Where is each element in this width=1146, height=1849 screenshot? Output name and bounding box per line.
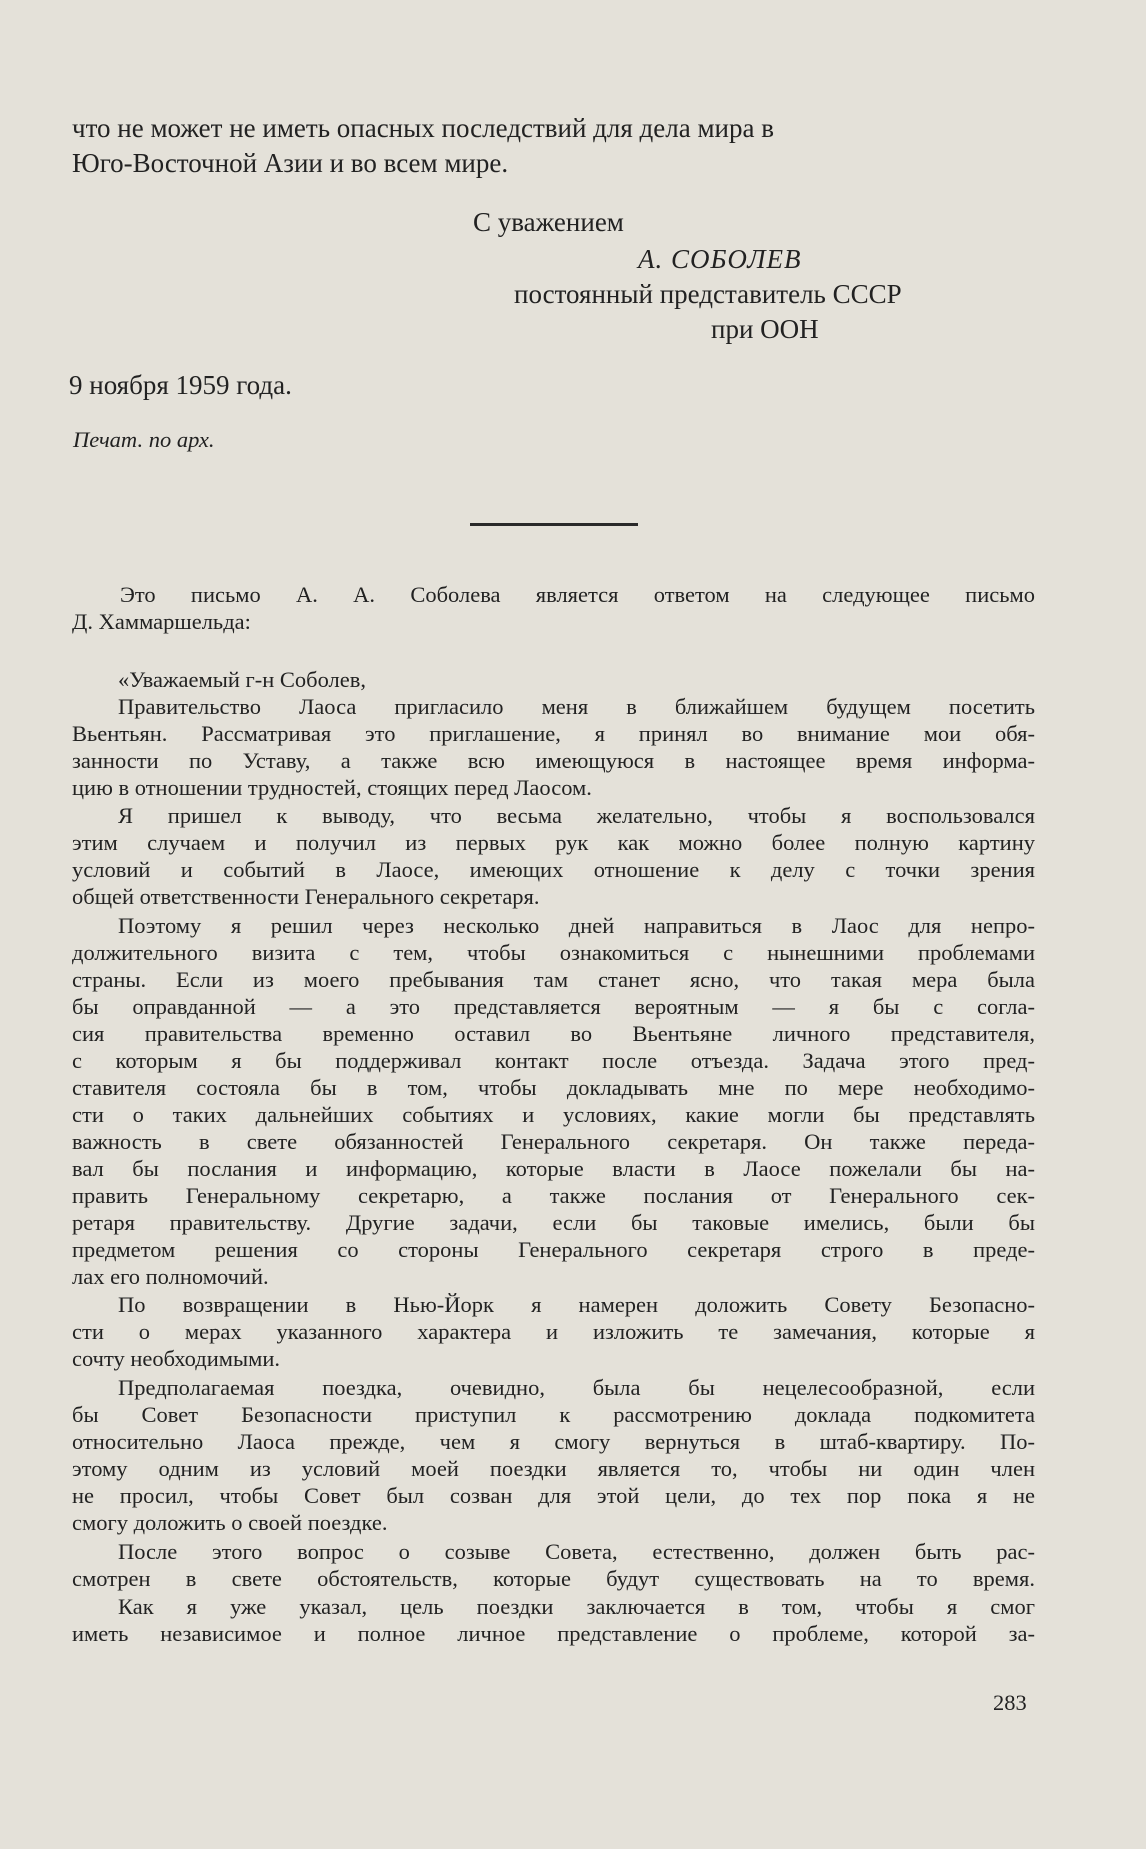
letter-line: страны. Если из моего пребывания там станет ясно, что такая мера была	[72, 967, 1035, 992]
letter-line: бы оправданной — а это представляется вероятным — я бы с согла-	[72, 994, 1035, 1019]
letter-line: цию в отношении трудностей, стоящих перед Лаосом.	[72, 775, 592, 800]
letter-line: не просил, чтобы Совет был созван для этой цели, до тех пор пока я не	[72, 1483, 1035, 1508]
letter-line: ретаря правительству. Другие задачи, если бы таковые имелись, были бы	[72, 1210, 1035, 1235]
closing-line-1: что не может не иметь опасных последствий для дела мира в	[72, 113, 774, 143]
letter-line: Как я уже указал, цель поездки заключается в том, чтобы я смог	[118, 1594, 1035, 1619]
letter-line: общей ответственности Генерального секретаря.	[72, 884, 540, 909]
letter-line: условий и событий в Лаосе, имеющих отношение к делу с точки зрения	[72, 857, 1035, 882]
letter-greeting: «Уважаемый г-н Соболев,	[118, 667, 367, 692]
letter-line: править Генеральному секретарю, а также послания от Генерального сек-	[72, 1183, 1035, 1208]
signature: А. СОБОЛЕВ	[638, 244, 802, 274]
letter-line: смогу доложить о своей поездке.	[72, 1510, 388, 1535]
letter-line: По возвращении в Нью-Йорк я намерен доложить Совету Безопасно-	[118, 1292, 1035, 1317]
letter-line: предметом решения со стороны Генерального секретаря строго в преде-	[72, 1237, 1035, 1262]
letter-line: вал бы послания и информацию, которые власти в Лаосе пожелали бы на-	[72, 1156, 1035, 1181]
letter-line: Правительство Лаоса пригласило меня в ближайшем будущем посетить	[118, 694, 1035, 719]
letter-line: бы Совет Безопасности приступил к рассмотрению доклада подкомитета	[72, 1402, 1035, 1427]
editorial-note-line-2: Д. Хаммаршельда:	[72, 609, 251, 634]
letter-line: важность в свете обязанностей Генерального секретаря. Он также переда-	[72, 1129, 1035, 1154]
editorial-note-line-1: Это письмо А. А. Соболева является ответом на следующее письмо	[120, 582, 1035, 607]
letter-line: сочту необходимыми.	[72, 1346, 280, 1371]
letter-line: Я пришел к выводу, что весьма желательно, чтобы я воспользовался	[118, 803, 1035, 828]
letter-line: сия правительства временно оставил во Вьентьяне личного представителя,	[72, 1021, 1035, 1046]
closing-line-2: Юго-Восточной Азии и во всем мире.	[72, 148, 509, 178]
letter-line: Поэтому я решил через несколько дней направиться в Лаос для непро-	[118, 913, 1035, 938]
letter-line: относительно Лаоса прежде, чем я смогу вернуться в штаб-квартиру. По-	[72, 1429, 1035, 1454]
letter-line: иметь независимое и полное личное представление о проблеме, которой за-	[72, 1621, 1035, 1646]
letter-line: ставителя состояла бы в том, чтобы докладывать мне по мере необходимо-	[72, 1075, 1035, 1100]
letter-line: Предполагаемая поездка, очевидно, была бы нецелесообразной, если	[118, 1375, 1035, 1400]
letter-line: занности по Уставу, а также всю имеющуюся в настоящее время информа-	[72, 748, 1035, 773]
section-divider	[470, 523, 638, 526]
letter-line: сти о мерах указанного характера и изложить те замечания, которые я	[72, 1319, 1035, 1344]
signatory-title-2: при ООН	[711, 314, 819, 344]
letter-date: 9 ноября 1959 года.	[69, 370, 292, 400]
letter-line: должительного визита с тем, чтобы ознакомиться с нынешними проблемами	[72, 940, 1035, 965]
letter-line: смотрен в свете обстоятельств, которые будут существовать на то время.	[72, 1566, 1035, 1591]
letter-line: Вьентьян. Рассматривая это приглашение, я принял во внимание мои обя-	[72, 721, 1035, 746]
letter-line: с которым я бы поддерживал контакт после отъезда. Задача этого пред-	[72, 1048, 1035, 1073]
regards-line: С уважением	[473, 207, 624, 237]
letter-line: лах его полномочий.	[72, 1264, 269, 1289]
letter-line: После этого вопрос о созыве Совета, естественно, должен быть рас-	[118, 1539, 1035, 1564]
page-number: 283	[993, 1690, 1027, 1715]
letter-line: этому одним из условий моей поездки является то, чтобы ни один член	[72, 1456, 1035, 1481]
letter-line: сти о таких дальнейших событиях и условиях, какие могли бы представлять	[72, 1102, 1035, 1127]
signatory-title-1: постоянный представитель СССР	[514, 279, 902, 309]
source-note: Печат. по арх.	[73, 427, 215, 452]
letter-line: этим случаем и получил из первых рук как можно более полную картину	[72, 830, 1035, 855]
